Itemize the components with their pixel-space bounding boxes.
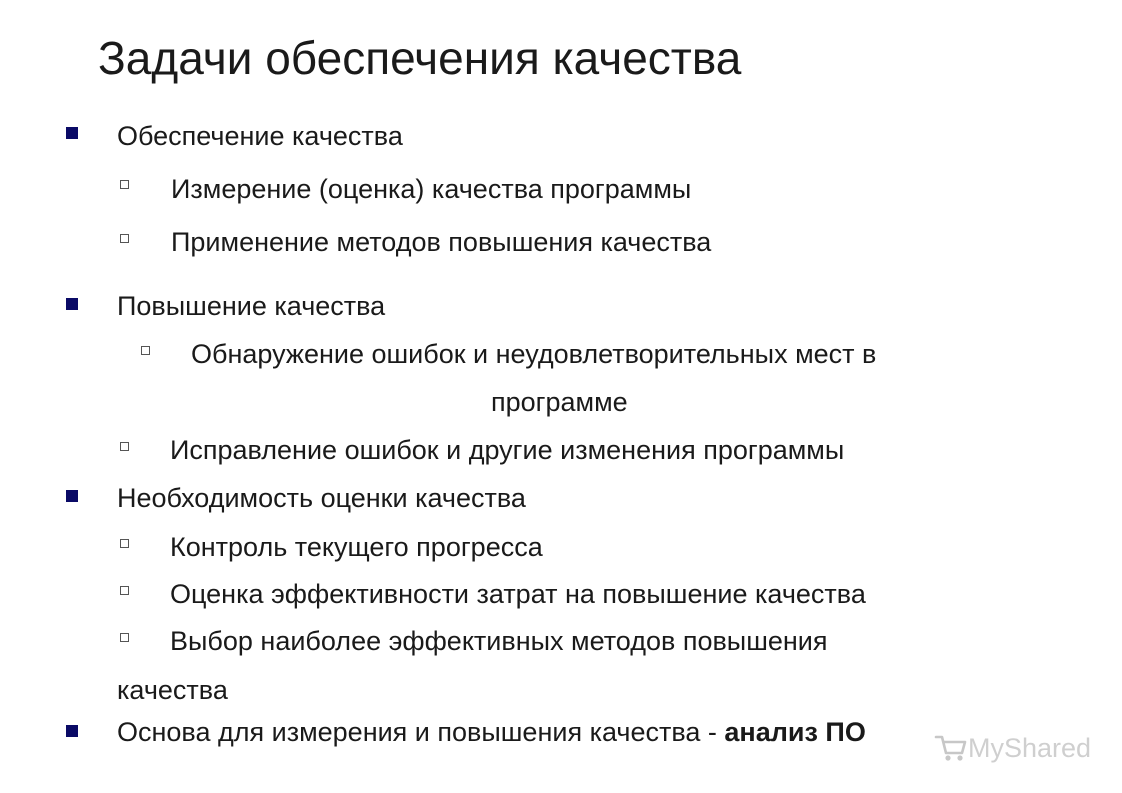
bullet-square-icon bbox=[66, 490, 78, 502]
sub-item: Измерение (оценка) качества программы bbox=[171, 174, 692, 204]
sub-bullet-icon bbox=[120, 234, 129, 243]
sub-bullet-icon bbox=[120, 180, 129, 189]
section-label: Повышение качества bbox=[117, 291, 386, 321]
bullet-square-icon bbox=[66, 298, 78, 310]
section-label-text: Основа для измерения и повышения качества - bbox=[117, 717, 725, 747]
sub-bullet-icon bbox=[120, 442, 129, 451]
sub-bullet-icon bbox=[141, 346, 150, 355]
sub-bullet-icon bbox=[120, 539, 129, 548]
sub-item: Обнаружение ошибок и неудовлетворительных мест в bbox=[191, 339, 877, 369]
sub-item: Выбор наиболее эффективных методов повышения bbox=[170, 626, 828, 656]
section-label: Обеспечение качества bbox=[117, 121, 403, 151]
section-label bbox=[117, 714, 866, 750]
sub-bullet-icon bbox=[120, 633, 129, 642]
slide-title: Задачи обеспечения качества bbox=[98, 32, 742, 84]
section-label-emphasis: анализ ПО bbox=[724, 717, 866, 747]
sub-item: Оценка эффективности затрат на повышение качества bbox=[170, 579, 866, 609]
section-label: Необходимость оценки качества bbox=[117, 483, 526, 513]
bullet-square-icon bbox=[66, 127, 78, 139]
shopping-cart-icon bbox=[934, 733, 968, 763]
watermark-text: MyShared bbox=[968, 732, 1092, 763]
sub-bullet-icon bbox=[120, 586, 129, 595]
sub-item: Контроль текущего прогресса bbox=[170, 532, 543, 562]
sub-item-continuation: качества bbox=[117, 675, 228, 705]
sub-item-continuation: программе bbox=[491, 387, 628, 417]
sub-item: Применение методов повышения качества bbox=[171, 227, 712, 257]
bullet-square-icon bbox=[66, 725, 78, 737]
sub-item: Исправление ошибок и другие изменения программы bbox=[170, 435, 845, 465]
watermark bbox=[934, 728, 1091, 768]
